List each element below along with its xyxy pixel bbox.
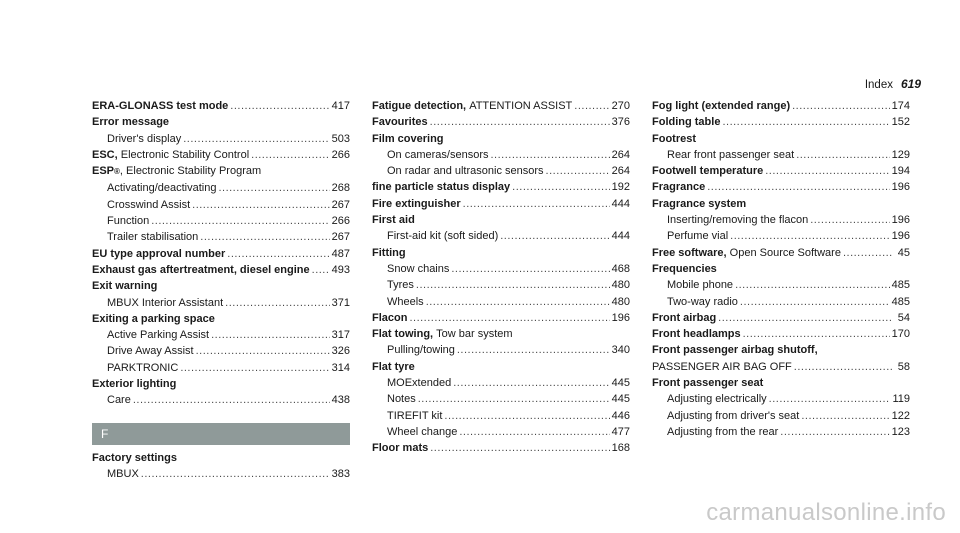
page-ref[interactable]: 264: [611, 165, 630, 178]
index-line: [92, 131, 350, 147]
index-subterm[interactable]: On cameras/sensors: [387, 148, 489, 161]
page-ref[interactable]: 196: [891, 181, 910, 194]
index-entry-fragrance-system: [652, 196, 910, 245]
index-subterm[interactable]: Activating/deactivating: [107, 182, 217, 195]
index-line: [372, 391, 630, 407]
index-line: [92, 180, 350, 196]
index-line: [372, 98, 630, 114]
index-line: [652, 310, 910, 326]
index-subterm[interactable]: Adjusting from driver's seat: [667, 409, 800, 422]
page-ref[interactable]: 192: [611, 181, 630, 194]
index-line: [652, 342, 910, 358]
index-column-3: [652, 98, 910, 440]
dot-leader: [312, 262, 330, 278]
page-ref[interactable]: 170: [891, 328, 910, 341]
page-ref[interactable]: 123: [891, 425, 910, 438]
page-ref[interactable]: 487: [331, 247, 350, 260]
index-line: [652, 147, 910, 163]
index-line: [652, 212, 910, 228]
page-ref[interactable]: 268: [331, 182, 350, 195]
index-line: [372, 147, 630, 163]
page-ref[interactable]: 266: [331, 215, 350, 228]
index-entry-fog-light: [652, 98, 910, 114]
index-entry-esc: [92, 147, 350, 163]
page-ref[interactable]: 267: [331, 198, 350, 211]
page-ref[interactable]: 264: [611, 148, 630, 161]
index-entry-front-passenger-seat: [652, 375, 910, 440]
index-line: [652, 261, 910, 277]
index-entry-folding-table: [652, 114, 910, 130]
dot-leader: [796, 147, 889, 163]
dot-leader: [718, 310, 892, 326]
dot-leader: [183, 131, 329, 147]
dot-leader: [416, 277, 610, 293]
index-term[interactable]: fine particle status display: [372, 181, 511, 194]
dot-leader: [512, 179, 609, 195]
index-line: [92, 163, 350, 180]
index-term: Flat tyre: [372, 360, 415, 373]
dot-leader: [230, 98, 329, 114]
index-entry-frequencies: [652, 261, 910, 310]
index-entry-exit-warning: [92, 278, 350, 311]
index-entry-floor-mats: [372, 440, 630, 456]
index-subterm[interactable]: MBUX Interior Assistant: [107, 296, 224, 309]
page-ref[interactable]: 383: [331, 467, 350, 480]
index-line: [372, 359, 630, 375]
index-line: [652, 163, 910, 179]
page-ref[interactable]: 445: [611, 377, 630, 390]
index-column-1: [92, 98, 350, 482]
index-line: [652, 424, 910, 440]
dot-leader: [133, 392, 330, 408]
index-entry-fine-particle: [372, 179, 630, 195]
dot-leader: [735, 277, 890, 293]
dot-leader: [444, 408, 609, 424]
index-subterm[interactable]: Care: [107, 394, 131, 407]
index-entry-fitting: [372, 245, 630, 310]
page-ref[interactable]: 503: [331, 132, 350, 145]
page-ref[interactable]: 58: [897, 360, 910, 373]
dot-leader: [500, 228, 609, 244]
index-line: [372, 375, 630, 391]
index-subterm[interactable]: MBUX: [107, 467, 139, 480]
page-ref[interactable]: 468: [611, 262, 630, 275]
index-line: [372, 196, 630, 212]
index-term[interactable]: ESC,: [92, 148, 118, 161]
dot-leader: [151, 213, 329, 229]
index-entry-fatigue-detection: [372, 98, 630, 114]
index-line: [372, 277, 630, 293]
index-subterm[interactable]: Crosswind Assist: [107, 198, 191, 211]
index-line: [372, 245, 630, 261]
dot-leader: [141, 466, 330, 482]
index-line: [652, 375, 910, 391]
index-subterm[interactable]: Inserting/removing the flacon: [667, 214, 809, 227]
page-ref[interactable]: 493: [331, 263, 350, 276]
dot-leader: [180, 360, 329, 376]
dot-leader: [490, 147, 609, 163]
dot-leader: [196, 343, 330, 359]
index-term[interactable]: Exhaust gas aftertreatment, diesel engine: [92, 263, 310, 276]
index-entry-free-software: [652, 245, 910, 261]
index-subterm[interactable]: PARKTRONIC: [107, 361, 179, 374]
index-line: [92, 197, 350, 213]
dot-leader: [843, 245, 892, 261]
index-entry-footrest: [652, 131, 910, 164]
index-term[interactable]: Fatigue detection,: [372, 100, 467, 112]
watermark: carmanualsonline.info: [706, 499, 946, 526]
page-ref[interactable]: 326: [331, 345, 350, 358]
index-line: [652, 277, 910, 293]
page-ref[interactable]: 438: [331, 394, 350, 407]
index-term[interactable]: Front headlamps: [652, 328, 741, 341]
index-line: [652, 98, 910, 114]
page-ref[interactable]: 485: [891, 279, 910, 292]
index-term[interactable]: Favourites: [372, 116, 428, 129]
index-line: [372, 326, 630, 342]
index-subterm[interactable]: Notes: [387, 393, 416, 406]
index-term[interactable]: Front airbag: [652, 311, 717, 324]
index-line: [92, 376, 350, 392]
index-line: [372, 424, 630, 440]
index-subterm[interactable]: On radar and ultrasonic sensors: [387, 165, 544, 178]
page-ref[interactable]: 270: [611, 100, 630, 112]
index-subterm[interactable]: Drive Away Assist: [107, 345, 194, 358]
index-line: [652, 228, 910, 244]
page-number: 619: [900, 77, 921, 91]
dot-leader: [430, 440, 609, 456]
dot-leader: [730, 228, 890, 244]
page-ref[interactable]: 445: [611, 393, 630, 406]
index-line: [372, 261, 630, 277]
dot-leader: [801, 408, 889, 424]
index-entry-exterior-lighting: [92, 376, 350, 409]
index-entry-front-headlamps: [652, 326, 910, 342]
page-ref[interactable]: 122: [891, 409, 910, 422]
dot-leader: [418, 391, 610, 407]
index-subterm[interactable]: Adjusting electrically: [667, 393, 767, 406]
dot-leader: [740, 294, 890, 310]
index-subterm[interactable]: Perfume vial: [667, 230, 729, 243]
page-ref[interactable]: 446: [611, 409, 630, 422]
index-entry-era-glonass: [92, 98, 350, 114]
index-entry-error-message: [92, 114, 350, 147]
dot-leader: [225, 295, 329, 311]
index-line: [372, 440, 630, 456]
index-entry-flat-towing: [372, 326, 630, 359]
dot-leader: [459, 424, 609, 440]
dot-leader: [765, 163, 889, 179]
index-line: [652, 245, 910, 261]
dot-leader: [192, 197, 330, 213]
index-entry-exhaust-gas: [92, 262, 350, 278]
index-line: [372, 228, 630, 244]
dot-leader: [200, 229, 329, 245]
index-line: [652, 131, 910, 147]
page-ref[interactable]: 196: [611, 311, 630, 324]
index-term: Error message: [92, 116, 170, 129]
index-line: [372, 131, 630, 147]
index-entry-exiting-parking: [92, 311, 350, 376]
index-column-2: [372, 98, 630, 457]
index-subterm[interactable]: Function: [107, 215, 150, 228]
index-term-detail: Open Source Software: [729, 246, 841, 259]
page-ref[interactable]: 485: [891, 295, 910, 308]
index-term: Exterior lighting: [92, 378, 177, 391]
index-line: [92, 114, 350, 130]
index-subterm[interactable]: MOExtended: [387, 377, 452, 390]
index-term: Footrest: [652, 132, 696, 145]
page-ref[interactable]: 444: [611, 230, 630, 243]
index-line: [92, 392, 350, 408]
dot-leader: [457, 342, 610, 358]
index-line: [652, 391, 910, 407]
section-header-f: F: [92, 423, 350, 445]
index-line: [652, 179, 910, 195]
dot-leader: [792, 98, 890, 114]
index-line: [92, 295, 350, 311]
index-entry-fragrance: [652, 179, 910, 195]
index-subterm[interactable]: Mobile phone: [667, 279, 734, 292]
index-subterm[interactable]: Pulling/towing: [387, 344, 455, 357]
dot-leader: [453, 375, 609, 391]
page-ref[interactable]: 45: [897, 246, 910, 259]
index-term: ESP: [92, 165, 115, 178]
page-ref[interactable]: 174: [891, 100, 910, 112]
index-term[interactable]: Fragrance: [652, 181, 706, 194]
page-ref[interactable]: 317: [331, 329, 350, 342]
page-ref[interactable]: 444: [611, 197, 630, 210]
dot-leader: [451, 261, 609, 277]
index-term: Flat towing,: [372, 328, 434, 341]
dot-leader: [218, 180, 329, 196]
page-ref[interactable]: 417: [331, 100, 350, 112]
section-title: Index: [864, 79, 893, 91]
index-term[interactable]: Folding table: [652, 116, 721, 129]
index-line: [92, 262, 350, 278]
page-ref[interactable]: 340: [611, 344, 630, 357]
index-line: [372, 294, 630, 310]
index-term[interactable]: Fire extinguisher: [372, 197, 461, 210]
index-subterm[interactable]: Driver's display: [107, 132, 182, 145]
index-term-detail: ATTENTION ASSIST: [469, 100, 573, 112]
index-term: Fitting: [372, 246, 406, 259]
index-term: Front passenger airbag shutoff,: [652, 344, 818, 357]
index-subterm[interactable]: Active Parking Assist: [107, 329, 210, 342]
dot-leader: [251, 147, 330, 163]
index-entry-flat-tyre: [372, 359, 630, 440]
index-entry-favourites: [372, 114, 630, 130]
dot-leader: [810, 212, 889, 228]
dot-leader: [409, 310, 609, 326]
page-ref[interactable]: 129: [891, 148, 910, 161]
index-term-detail: Electronic Stability Control: [120, 148, 250, 161]
index-term[interactable]: Footwell temperature: [652, 165, 764, 178]
index-line: [652, 408, 910, 424]
page-ref[interactable]: 376: [611, 116, 630, 129]
dot-leader: [227, 246, 329, 262]
index-term[interactable]: Fog light (extended range): [652, 100, 791, 112]
index-subterm[interactable]: TIREFIT kit: [387, 409, 443, 422]
index-line: [372, 114, 630, 130]
index-line: [372, 212, 630, 228]
dot-leader: [574, 98, 609, 114]
index-line: [92, 246, 350, 262]
index-term-detail: Tow bar system: [436, 328, 513, 341]
page-ref[interactable]: 152: [891, 116, 910, 129]
index-line: [92, 360, 350, 376]
index-term-detail: , Electronic Stability Program: [119, 165, 262, 178]
index-line: [652, 294, 910, 310]
index-subterm[interactable]: Rear front passenger seat: [667, 148, 795, 161]
dot-leader: [463, 196, 610, 212]
index-subterm[interactable]: Adjusting from the rear: [667, 425, 779, 438]
page-ref[interactable]: 477: [611, 425, 630, 438]
index-term: Fragrance system: [652, 197, 747, 210]
dot-leader: [794, 359, 892, 375]
index-term: Factory settings: [92, 451, 177, 464]
dot-leader: [722, 114, 889, 130]
index-term: First aid: [372, 214, 415, 227]
registered-mark: ®: [114, 167, 120, 177]
page-ref[interactable]: 119: [892, 393, 910, 406]
index-line: [372, 408, 630, 424]
index-line: [92, 147, 350, 163]
page-ref[interactable]: 480: [611, 295, 630, 308]
page-ref[interactable]: 196: [891, 214, 910, 227]
index-line: [372, 179, 630, 195]
page-ref[interactable]: 54: [897, 311, 910, 324]
index-term[interactable]: Floor mats: [372, 442, 429, 455]
index-term: Front passenger seat: [652, 377, 764, 390]
dot-leader: [430, 114, 610, 130]
page-ref[interactable]: 480: [611, 279, 630, 292]
index-subterm[interactable]: Trailer stabilisation: [107, 231, 199, 244]
index-line: [92, 278, 350, 294]
index-line: [92, 343, 350, 359]
index-entry-esp: [92, 163, 350, 245]
page-ref[interactable]: 267: [331, 231, 350, 244]
index-term[interactable]: Flacon: [372, 311, 408, 324]
index-term[interactable]: EU type approval number: [92, 247, 226, 260]
index-subterm[interactable]: Wheel change: [387, 425, 458, 438]
dot-leader: [769, 391, 891, 407]
index-entry-eu-type-approval: [92, 246, 350, 262]
index-line: [92, 466, 350, 482]
index-term: Film covering: [372, 132, 444, 145]
index-line: [92, 98, 350, 114]
index-term[interactable]: Free software,: [652, 246, 727, 259]
index-line: [372, 163, 630, 179]
index-entry-factory-settings: [92, 450, 350, 483]
index-term[interactable]: ERA-GLONASS test mode: [92, 100, 229, 112]
index-line: [92, 311, 350, 327]
dot-leader: [426, 294, 610, 310]
index-subterm[interactable]: Two-way radio: [667, 295, 738, 308]
page-ref[interactable]: 196: [891, 230, 910, 243]
index-entry-front-airbag: [652, 310, 910, 326]
index-entry-fire-extinguisher: [372, 196, 630, 212]
index-subterm[interactable]: Tyres: [387, 279, 414, 292]
dot-leader: [707, 179, 889, 195]
index-term-detail[interactable]: PASSENGER AIR BAG OFF: [652, 360, 792, 373]
index-entry-first-aid: [372, 212, 630, 245]
index-subterm[interactable]: First-aid kit (soft sided): [387, 230, 499, 243]
page-header: [865, 77, 921, 91]
index-entry-film-covering: [372, 131, 630, 180]
dot-leader: [546, 163, 610, 179]
index-entry-front-passenger-airbag-shutoff: [652, 342, 910, 375]
index-subterm[interactable]: Wheels: [387, 295, 424, 308]
index-entry-flacon: [372, 310, 630, 326]
index-line: [92, 213, 350, 229]
page-ref[interactable]: 266: [331, 148, 350, 161]
page-ref[interactable]: 371: [331, 296, 350, 309]
page-ref[interactable]: 314: [331, 361, 350, 374]
index-line: [652, 359, 910, 375]
index-subterm[interactable]: Snow chains: [387, 262, 450, 275]
index-entry-footwell-temperature: [652, 163, 910, 179]
index-line: [372, 310, 630, 326]
index-line: [372, 342, 630, 358]
index-term: Frequencies: [652, 262, 717, 275]
index-line: [652, 326, 910, 342]
page-ref[interactable]: 168: [611, 442, 630, 455]
index-line: [92, 229, 350, 245]
index-line: [92, 450, 350, 466]
dot-leader: [211, 327, 330, 343]
dot-leader: [743, 326, 890, 342]
index-line: [652, 196, 910, 212]
page-ref[interactable]: 194: [891, 165, 910, 178]
index-line: [652, 114, 910, 130]
index-line: [92, 327, 350, 343]
dot-leader: [780, 424, 889, 440]
index-term: Exiting a parking space: [92, 312, 215, 325]
index-term: Exit warning: [92, 280, 158, 293]
